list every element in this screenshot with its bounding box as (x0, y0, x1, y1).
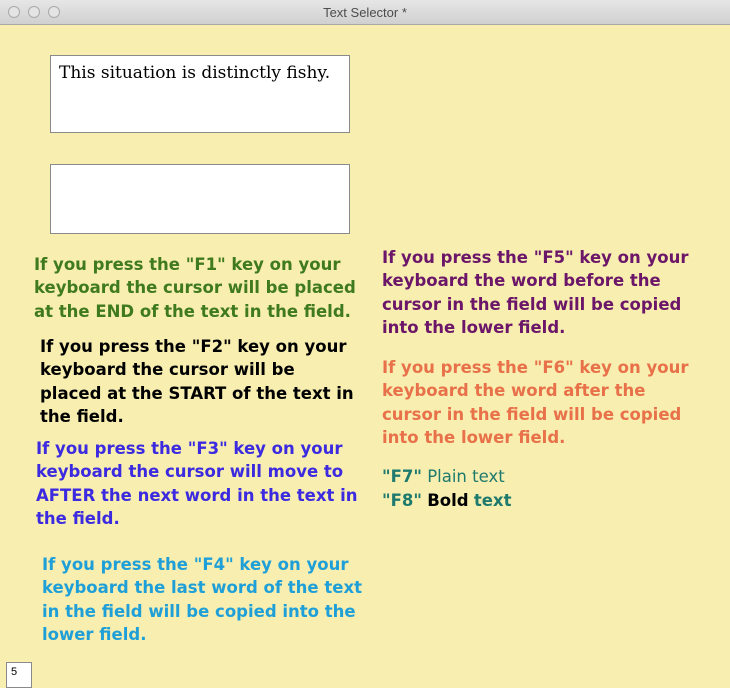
instruction-f2: If you press the "F2" key on your keyboard the cursor will be placed at the START of the text in the field. (40, 337, 354, 427)
counter-box: 5 (6, 662, 32, 688)
instruction-f3: If you press the "F3" key on your keyboard the cursor will move to AFTER the next word in the text in the field. (36, 439, 358, 529)
instruction-f7 (382, 465, 702, 489)
instruction-f7-sample: Plain text (427, 467, 505, 486)
instruction-f8-key: "F8" (382, 491, 422, 510)
instruction-f1: If you press the "F1" key on your keyboard the cursor will be placed at the END of the text in the field. (34, 255, 356, 321)
window-content (0, 25, 730, 683)
instruction-f8-sample: text (473, 491, 512, 510)
instruction-f8-bold-word: Bold (427, 491, 469, 510)
lower-text-field[interactable] (50, 164, 350, 234)
instruction-f6: If you press the "F6" key on your keyboard the word after the cursor in the field will be copied into the lower field. (382, 358, 689, 448)
instruction-f4: If you press the "F4" key on your keyboard the last word of the text in the field will be copied into the lower field. (42, 555, 362, 645)
title-bar (0, 0, 730, 25)
window-title: Text Selector * (323, 4, 407, 20)
upper-text-field[interactable]: This situation is distinctly fishy. (50, 55, 350, 133)
instruction-f7-key: "F7" (382, 467, 422, 486)
instruction-f8 (382, 489, 702, 513)
instruction-f5: If you press the "F5" key on your keyboard the word before the cursor in the field will be copied into the lower field. (382, 248, 689, 338)
